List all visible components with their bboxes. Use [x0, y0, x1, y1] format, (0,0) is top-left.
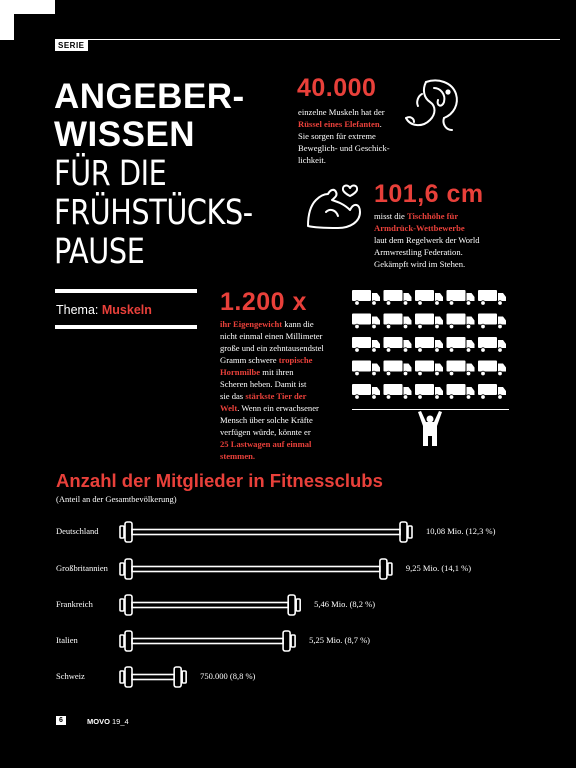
- value-label: 9,25 Mio. (14,1 %): [405, 563, 472, 573]
- truck-icon: [447, 290, 475, 305]
- bar-dumbbell: [118, 519, 416, 545]
- title-line: PAUSE: [54, 232, 145, 272]
- fact-highlight: Hornmilbe: [220, 367, 261, 377]
- fact-highlight: 25 Lastwagen auf einmal: [220, 439, 312, 449]
- fact-text-segment: nicht einmal einen Millimeter: [220, 331, 323, 341]
- thema-rule-top: [55, 289, 197, 293]
- fact-line: [220, 438, 324, 450]
- fact-text-segment: . Wenn ein erwachsener: [237, 403, 319, 413]
- fact-armwrestling-text: [374, 210, 480, 270]
- truck-icon: [415, 361, 443, 376]
- bar-dumbbell: [118, 592, 304, 618]
- fact-highlight: Rüssel eines Elefanten: [298, 119, 380, 129]
- fact-elephant-text: [298, 106, 390, 166]
- bar-dumbbell: [118, 664, 190, 690]
- fact-highlight: stärkste Tier der: [245, 391, 307, 401]
- magazine-issue: [87, 717, 129, 726]
- truck-icon: [352, 314, 380, 329]
- fact-line: [298, 106, 390, 118]
- title-line: ANGEBER-: [54, 77, 245, 116]
- chart-subtitle: (Anteil an der Gesamtbevölkerung): [56, 494, 177, 504]
- truck-icon: [415, 290, 443, 305]
- fact-line: [220, 330, 324, 342]
- truck-icon: [478, 361, 506, 376]
- truck-icon: [384, 290, 412, 305]
- truck-icon: [447, 384, 475, 399]
- fact-mite-text: [220, 318, 324, 462]
- thema-line: [56, 303, 152, 317]
- fact-line: [220, 342, 324, 354]
- title-line: FÜR DIE: [54, 154, 167, 194]
- truck-icon: [478, 384, 506, 399]
- fact-line: [374, 234, 480, 246]
- fact-highlight: Tischhöhe für: [406, 211, 459, 221]
- truck-icon: [384, 384, 412, 399]
- magazine-name: MOVO: [87, 717, 110, 726]
- fact-text-segment: kann die: [282, 319, 314, 329]
- title-line: WISSEN: [54, 115, 196, 154]
- fact-highlight: tropische: [278, 355, 313, 365]
- truck-icon: [415, 384, 443, 399]
- truck-icon: [478, 337, 506, 352]
- category-label: Deutschland: [56, 526, 99, 536]
- flexed-arm-heart-icon: [304, 182, 366, 234]
- fact-line: [298, 130, 390, 142]
- category-label: Schweiz: [56, 671, 85, 681]
- value-label: 750.000 (8,8 %): [200, 671, 256, 681]
- fact-elephant-number: 40.000: [297, 74, 377, 102]
- value-label: 5,46 Mio. (8,2 %): [314, 599, 376, 609]
- fact-text-segment: .: [379, 119, 382, 129]
- value-label: 10,08 Mio. (12,3 %): [426, 526, 496, 536]
- fact-line: [298, 118, 390, 130]
- fact-text-segment: verfügen würde, könnte er: [220, 427, 311, 437]
- fact-line: [220, 450, 324, 462]
- fact-line: [374, 258, 480, 270]
- thema-rule-bottom: [55, 325, 197, 329]
- fact-armwrestling-number: 101,6 cm: [374, 180, 484, 208]
- fact-text-segment: mit ihren: [260, 367, 294, 377]
- fact-text-segment: Mensch über solche Kräfte: [220, 415, 313, 425]
- fact-line: [374, 222, 480, 234]
- truck-icon: [352, 290, 380, 305]
- truck-icon: [415, 314, 443, 329]
- fact-highlight: Armdrück-Wettbewerbe: [374, 223, 465, 233]
- truck-icon: [447, 361, 475, 376]
- title-bold: [54, 78, 245, 154]
- truck-icon: [478, 290, 506, 305]
- person-lifting-icon: [416, 410, 444, 448]
- fact-text-segment: Beweglich- und Geschick-: [298, 143, 390, 153]
- fact-line: [220, 414, 324, 426]
- truck-icon: [447, 314, 475, 329]
- category-label: Großbritannien: [56, 563, 108, 573]
- truck-icon: [384, 314, 412, 329]
- fact-text-segment: Gramm schwere: [220, 355, 279, 365]
- truck-icon: [352, 361, 380, 376]
- page-number: 6: [56, 716, 66, 725]
- header-rule: [55, 39, 560, 40]
- category-label: Italien: [56, 635, 78, 645]
- fact-line: [220, 378, 324, 390]
- fact-line: [220, 354, 324, 366]
- fact-text-segment: Scheren heben. Damit ist: [220, 379, 307, 389]
- title-line: FRÜHSTÜCKS-: [54, 193, 253, 233]
- fact-text-segment: laut dem Regelwerk der World: [374, 235, 480, 245]
- fact-line: [298, 154, 390, 166]
- value-label: 5,25 Mio. (8,7 %): [309, 635, 370, 645]
- bar-dumbbell: [118, 628, 299, 654]
- truck-icon: [478, 314, 506, 329]
- fact-line: [220, 318, 324, 330]
- issue-number: 19_4: [112, 717, 129, 726]
- thema-label: Thema:: [56, 303, 99, 317]
- fact-line: [220, 390, 324, 402]
- fact-text-segment: sie das: [220, 391, 246, 401]
- fact-mite-number: 1.200 x: [220, 288, 307, 316]
- truck-icon: [384, 337, 412, 352]
- title-light: [54, 155, 253, 272]
- fact-text-segment: Armwrestling Federation.: [374, 247, 463, 257]
- fact-line: [298, 142, 390, 154]
- section-badge: SERIE: [55, 39, 88, 51]
- fact-highlight: stemmen.: [220, 451, 256, 461]
- fact-line: [220, 366, 324, 378]
- fact-text-segment: misst die: [374, 211, 407, 221]
- truck-icon: [352, 384, 380, 399]
- fact-highlight: ihr Eigengewicht: [220, 319, 283, 329]
- fact-highlight: Welt: [220, 403, 238, 413]
- fact-text-segment: Sie sorgen für extreme: [298, 131, 376, 141]
- fact-text-segment: Gekämpft wird im Stehen.: [374, 259, 466, 269]
- fact-text-segment: einzelne Muskeln hat der: [298, 107, 385, 117]
- trucks-grid: [352, 290, 512, 415]
- fact-line: [374, 210, 480, 222]
- chart-title: Anzahl der Mitglieder in Fitnessclubs: [56, 470, 383, 491]
- elephant-trunk-icon: [398, 76, 462, 136]
- fact-line: [374, 246, 480, 258]
- fact-line: [220, 426, 324, 438]
- category-label: Frankreich: [56, 599, 93, 609]
- truck-icon: [352, 337, 380, 352]
- fact-text-segment: lichkeit.: [298, 155, 326, 165]
- thema-value: Muskeln: [101, 303, 152, 317]
- truck-icon: [384, 361, 412, 376]
- fact-text-segment: große und ein zehntausendstel: [220, 343, 324, 353]
- truck-icon: [447, 337, 475, 352]
- truck-icon: [415, 337, 443, 352]
- fact-line: [220, 402, 324, 414]
- corner-mark: [0, 0, 60, 40]
- bar-dumbbell: [118, 556, 396, 582]
